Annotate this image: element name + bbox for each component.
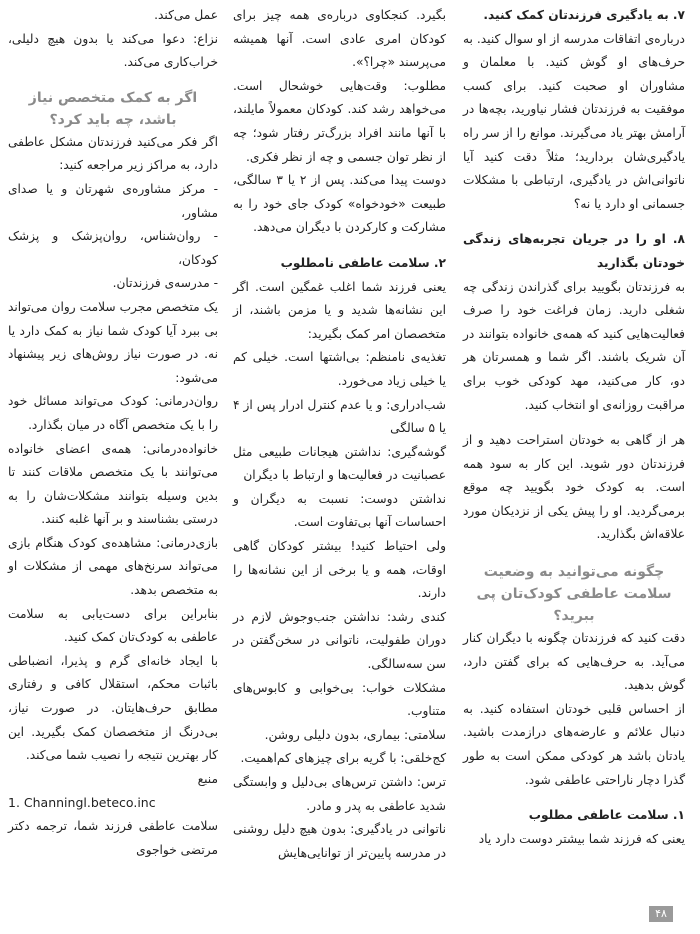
section-heading: ۱. سلامت عاطفی مطلوب <box>528 808 685 823</box>
body-paragraph: تغذیه‌ی نامنظم: بی‌اشتها است. خیلی کم یا خیلی زیاد می‌خورد. <box>233 350 446 388</box>
section-heading: ۷. به یادگیری فرزندتان کمک کنید. <box>483 8 685 22</box>
article-column-middle <box>233 4 446 865</box>
body-paragraph: دوست پیدا می‌کند. پس از ۲ یا ۳ سالگی، طبیعت «خودخواه» کودک جای خود را به مشارکت و کارکردن با دیگران می‌دهد. <box>233 173 447 235</box>
body-paragraph: شب‌ادراری: و یا عدم کنترل ادرار پس از ۴ یا ۵ سالگی <box>233 397 446 436</box>
section-heading: ۲. سلامت عاطفی نامطلوب <box>280 255 446 270</box>
body-paragraph: مشکلات خواب: بی‌خوابی و کابوس‌های متناوب. <box>233 680 446 719</box>
section-subheading: چگونه می‌توانید به وضعیت سلامت عاطفی کودک‌تان پی ببرید؟ <box>476 564 672 625</box>
body-paragraph: درباره‌ی اتفاقات مدرسه از او سوال کنید. به حرف‌های او گوش کنید. با معلمان و مشاوران او صحبت کنید. برای کسب موفقیت به فرزندتان فشار نیاورید، بچه‌ها در آرامش بهتر یاد می‌گیرند. موانع را از سر راه یادگیری‌شان بردارید؛ مثلاً دقت کنید آیا ناتوانی‌اش در یادگیری، ارتباطی با مشکلات جسمانی او دارد یا نه؟ <box>463 31 685 211</box>
body-paragraph: عمل می‌کند. <box>154 8 218 22</box>
body-paragraph: هر از گاهی به خودتان استراحت دهید و از فرزندتان دور شوید. این کار به سود همه است. به کودک خود بگویید چه موقع برمی‌گردید. او را پیش یکی از نزدیکان مورد علاقه‌اش بگذارید. <box>463 433 685 542</box>
body-paragraph: سلامت عاطفی فرزند شما، ترجمه دکتر مرتضی خواجوی <box>8 819 218 857</box>
article-column-right <box>463 4 685 851</box>
source-url: 1. Channingl.beteco.inc <box>8 795 156 811</box>
body-paragraph: کندی رشد: نداشتن جنب‌وجوش لازم در دوران طفولیت، ناتوانی در سخن‌گفتن در سن سه‌سالگی. <box>233 609 446 672</box>
article-column-left <box>8 4 218 862</box>
source-label: منبع <box>197 771 218 786</box>
body-paragraph: ولی احتیاط کنید! بیشتر کودکان گاهی اوقات، همه و یا برخی از این نشانه‌ها را دارند. <box>233 539 446 601</box>
body-paragraph: بنابراین برای دست‌یابی به سلامت عاطفی به کودک‌تان کمک کنید. <box>8 606 218 645</box>
body-paragraph: با ایجاد خانه‌ای گرم و پذیرا، انضباطی باثبات محکم، استقلال کافی و رفتاری مطابق حرف‌هایتان. در صورت نیاز، بی‌درنگ از متخصصان کمک بگیرید. این کار بهترین نتیجه را نصیب شما می‌کند. <box>8 653 218 763</box>
body-paragraph: به فرزندتان بگویید برای گذراندن زندگی چه شغلی دارید. زمان فراغت خود را صرف فعالیت‌هایی کنید که همه‌ی خانواده بتوانند در آن شریک باشند. اگر شما و همسرتان هر دو، کار می‌کنید، مهد کودکی خوب برای مراقبت روزانه‌ی او انتخاب کنید. <box>463 279 685 412</box>
body-paragraph: کج‌خلقی: با گریه برای چیزهای کم‌اهمیت. <box>240 751 446 766</box>
body-paragraph: اگر فکر می‌کنید فرزندتان مشکل عاطفی دارد، به مراکز زیر مراجعه کنید: <box>8 134 218 173</box>
body-paragraph: یعنی که فرزند شما بیشتر دوست دارد یاد <box>478 831 685 846</box>
body-paragraph: بگیرد. کنجکاوی درباره‌ی همه چیز برای کودکان امری عادی است. آنها همیشه می‌پرسند «چرا؟». <box>233 8 446 70</box>
body-paragraph: سلامتی: بیماری، بدون دلیلی روشن. <box>264 727 446 742</box>
body-paragraph: بازی‌درمانی: مشاهده‌ی کودک هنگام بازی می‌تواند سرنخ‌های مهمی از مشکلات او به متخصص بدهد. <box>8 535 218 598</box>
body-paragraph: از احساس قلبی خودتان استفاده کنید. به دنبال علائم و عارضه‌های درازمدت باشید. یادتان باشد هر کودکی ممکن است به طور گذرا دچار ناراحتی عاطفی شود. <box>463 701 685 787</box>
body-paragraph: نزاع: دعوا می‌کند یا بدون هیچ دلیلی، خراب‌کاری می‌کند. <box>8 31 218 70</box>
body-paragraph: خانواده‌درمانی: همه‌ی اعضای خانواده می‌توانند با یک متخصص ملاقات کنند تا بدین وسیله بتوانند مشکلات‌شان را به درستی بشناسند و بر آنها غلبه کنند. <box>8 441 218 527</box>
body-paragraph: ناتوانی در یادگیری: بدون هیچ دلیل روشنی در مدرسه پایین‌تر از توانایی‌هایش <box>233 822 446 860</box>
body-paragraph: - روان‌شناس، روان‌پزشک و پزشک کودکان، <box>8 229 218 267</box>
body-paragraph: دقت کنید که فرزندتان چگونه با دیگران کنار می‌آید. به حرف‌هایی که برای گفتن دارد، گوش بدهید. <box>463 631 685 693</box>
body-paragraph: مطلوب: وقت‌هایی خوشحال است. می‌خواهد رشد کند. کودکان معمولاً مایلند، با آنها مانند افراد بزرگ‌تر رفتار شود؛ چه از نظر توان جسمی و چه از نظر فکری. <box>233 78 446 164</box>
body-paragraph: یک متخصص مجرب سلامت روان می‌تواند بی ببرد آیا کودک شما نیاز به کمک دارد یا نه. در صورت نیاز روش‌های زیر پیشنهاد می‌شود: <box>8 299 218 385</box>
body-paragraph: نداشتن دوست: نسبت به دیگران و احساسات آنها بی‌تفاوت است. <box>233 491 446 530</box>
body-paragraph: ترس: داشتن ترس‌های بی‌دلیل و وابستگی شدید عاطفی به پدر و مادر. <box>233 775 446 813</box>
page-number: ۴۸ <box>649 906 673 922</box>
body-paragraph: - مدرسه‌ی فرزندتان. <box>112 276 218 291</box>
body-paragraph: روان‌درمانی: کودک می‌تواند مسائل خود را با یک متخصص آگاه در میان بگذارد. <box>8 394 218 432</box>
body-paragraph: یعنی فرزند شما اغلب غمگین است. اگر این نشانه‌ها شدید و یا مزمن باشند، از متخصصان امر کمک بگیرید: <box>233 279 446 341</box>
body-paragraph: گوشه‌گیری: نداشتن هیجانات طبیعی مثل عصبانیت در فعالیت‌ها و ارتباط با دیگران <box>233 444 446 483</box>
section-heading: ۸. او را در جریان تجربه‌های زندگی خودتان بگذارید <box>463 232 685 270</box>
section-subheading: اگر به کمک متخصص نیاز باشد، چه باید کرد؟ <box>28 89 198 128</box>
body-paragraph: - مرکز مشاوره‌ی شهرتان و یا صدای مشاور، <box>8 181 218 220</box>
